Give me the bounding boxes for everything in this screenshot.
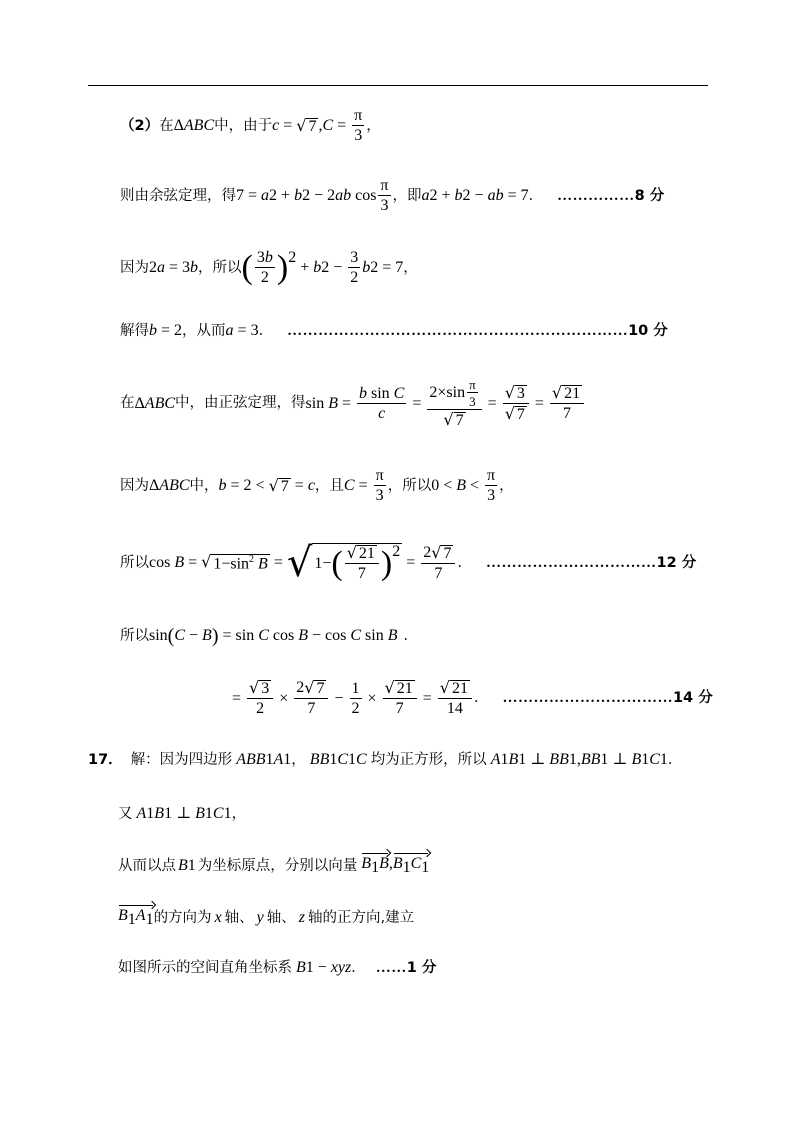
math-C: C = $\frac{\pi}{3}$ [343, 467, 384, 504]
math-delta-abc: ΔABC [134, 394, 176, 412]
score-dots: …………………………… [502, 690, 673, 706]
line-substitution: 因为 2 a = 3 b ，所以 ( $\frac{3b}{2}$ ) 2 + b 2 − $\frac{3}{2}$ b 2 = 7 ， [120, 249, 418, 286]
math-vectors: $B_1B$ , $B_1C_1$ [361, 855, 430, 876]
text: ，从而 [182, 322, 226, 339]
math-B-range: 0 < B < $\frac{\pi}{3}$ [431, 467, 496, 504]
math-cosine-law: 7 = a 2 + b 2 − 2 ab cos $\frac{\pi}{3}$ [236, 177, 389, 214]
text: 中，由正弦定理，得 [175, 395, 306, 412]
part-label: （2） [120, 117, 160, 134]
q17-line3 [118, 856, 429, 876]
score-label: 14 分 [672, 690, 713, 707]
math-delta-abc: ΔABC [173, 117, 215, 134]
text: 因为 [120, 259, 149, 276]
score-label: 12 分 [656, 554, 697, 571]
line-solve [120, 323, 668, 339]
math-given: c = √ 7 , C = $\frac{\pi}{3}$ [272, 107, 363, 144]
text: ． [667, 751, 683, 768]
math-cosB: cos B = √ $1-\sin^2$ B = √ 1− ( √ 21 7 ) 2 = 2 √ 7 7 [149, 543, 457, 583]
text: 轴、 [224, 909, 254, 926]
text: ，所以 [387, 477, 432, 494]
math-ratio: 2 a = 3 b [149, 259, 199, 276]
score-label: 10 分 [628, 322, 668, 339]
line-angle-range: 因为 ΔABC 中， b = 2 < √ 7 = c ，且 C = $\frac{\pi}{3}$ ，所以 0 < B < $\frac{\pi}{3}$ ， [120, 467, 514, 504]
line-cosine-law [120, 178, 664, 214]
score-label: 1 分 [406, 959, 437, 976]
text: 从而以点 [118, 857, 176, 874]
text: ． [403, 627, 418, 644]
score-dots: ………………………………………………………… [287, 322, 629, 339]
math-perp: A 1 B 1 ⊥ BB 1 , BB 1 ⊥ B 1 C 1 [490, 751, 668, 768]
math-perp2: A 1 B 1 ⊥ B 1 C 1 [136, 805, 232, 822]
text: 解得 [120, 322, 149, 339]
text: 所以 [120, 554, 149, 571]
text: ， [231, 805, 247, 822]
math-coord-system: B 1 − xyz [296, 959, 352, 976]
text: 为坐标原点，分别以向量 [197, 857, 358, 874]
math-vector-B1A1: $B_1A_1$ [118, 907, 154, 928]
math-z: z [298, 909, 306, 926]
text: 所以 [120, 627, 149, 644]
text: 轴的正方向,建立 [308, 909, 415, 926]
math-compare: b = 2 < √ 7 = c [218, 475, 315, 495]
text: 在 [159, 117, 174, 134]
score-dots: …………… [557, 187, 635, 204]
line-cosB [120, 540, 697, 586]
text: 又 [118, 805, 133, 822]
q17-line1 [88, 752, 682, 768]
score-dots: …………………………… [485, 554, 657, 571]
text: 中，由于 [214, 117, 273, 134]
q17-line4 [118, 908, 414, 928]
line-part2-intro: （2） 在 ΔABC 中，由于 c = √ 7 , C = $\frac{\pi}{3}$ ， [120, 107, 381, 144]
header-rule [88, 85, 708, 86]
line-sin-diff [120, 626, 418, 646]
text: ． [473, 690, 489, 707]
math-ABB1A1: ABB 1 A 1 [236, 751, 292, 768]
q17-line2 [118, 806, 246, 822]
text: 解：因为四边形 [130, 751, 233, 768]
text: 则由余弦定理，得 [120, 187, 236, 204]
line-final-value [228, 680, 713, 717]
math-BB1C1C: BB 1 C 1 C [309, 751, 367, 768]
math-x: x [214, 909, 222, 926]
text: ， [291, 751, 306, 768]
math-B1: B 1 [178, 857, 196, 874]
text: 轴、 [266, 909, 296, 926]
text: ． [351, 959, 366, 976]
text: ． [528, 187, 544, 204]
score-dots: …… [375, 959, 407, 976]
math-equation: ( $\frac{3b}{2}$ ) 2 + b 2 − $\frac{3}{2}$ b 2 = 7 [241, 249, 404, 286]
math-a: a = 3 [225, 322, 259, 339]
math-b: b = 2 [149, 322, 183, 339]
score-label: 8 分 [634, 187, 665, 204]
text: ，即 [392, 187, 422, 204]
text: ，且 [314, 477, 344, 494]
text: 因为 [120, 477, 149, 494]
question-number: 17． [88, 751, 123, 768]
math-delta-abc: ΔABC [149, 477, 190, 494]
text: 的方向为 [153, 909, 212, 926]
math-final: = √ 3 2 × 2 √ 7 7 − $\frac{1}{2}$ × √ 21 7 = √ 21 14 [228, 680, 474, 717]
q17-line5 [118, 960, 436, 976]
text: 中， [189, 477, 219, 494]
math-y: y [256, 909, 264, 926]
text: ，所以 [198, 259, 242, 276]
text: 均为正方形，所以 [370, 751, 487, 768]
text: ． [258, 322, 274, 339]
math-sin-diff: sin ( C − B ) = sin C cos B − cos C sin B [149, 625, 398, 647]
text: 在 [120, 395, 135, 412]
math-result: a 2 + b 2 − ab = 7 [421, 187, 529, 204]
text: 如图所示的空间直角坐标系 [118, 959, 292, 976]
line-sine-law [120, 378, 586, 429]
math-sinB: sin B = $\frac{\text{b sin C}}{c}$ = 2×sin $\frac{\pi}{3}$ √ 7 = √ 3 √ 7 = √ 21 7 [306, 378, 587, 429]
text: ． [457, 554, 472, 571]
